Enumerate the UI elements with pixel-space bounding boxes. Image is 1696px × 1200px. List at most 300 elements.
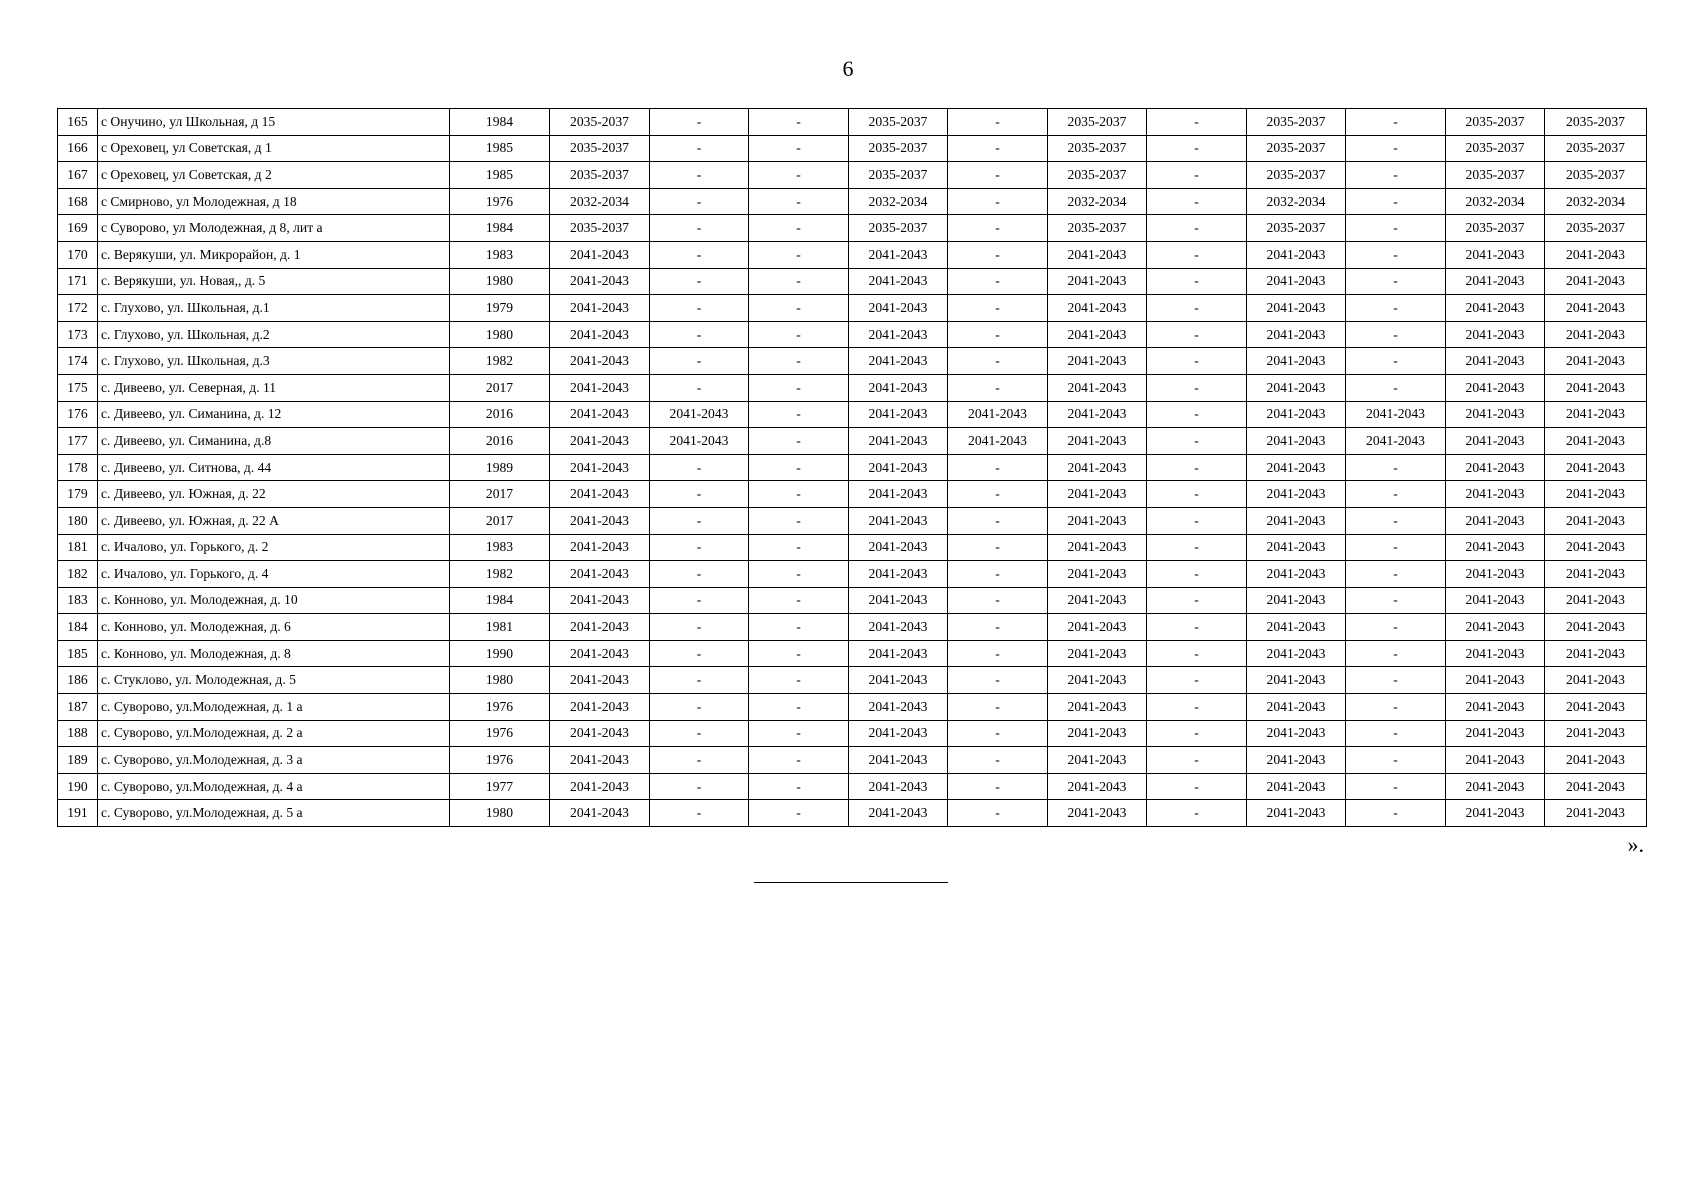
col-14-cell: 2041-2043 — [1545, 401, 1647, 428]
col-12-cell: - — [1346, 481, 1446, 508]
col-14-cell: 2041-2043 — [1545, 667, 1647, 694]
col-11-cell: 2041-2043 — [1247, 507, 1346, 534]
col-10-cell: - — [1147, 241, 1247, 268]
col-5-cell: - — [650, 268, 749, 295]
col-7-cell: 2041-2043 — [849, 773, 948, 800]
table-row — [58, 534, 1647, 561]
col-8-cell: - — [948, 454, 1048, 481]
col-5-cell: - — [650, 720, 749, 747]
table-row — [58, 135, 1647, 162]
col-14-cell: 2041-2043 — [1545, 507, 1647, 534]
col-7-cell: 2041-2043 — [849, 295, 948, 322]
table-row — [58, 348, 1647, 375]
col-4-cell: 2041-2043 — [550, 454, 650, 481]
col-8-cell: - — [948, 773, 1048, 800]
col-4-cell: 2041-2043 — [550, 614, 650, 641]
row-number-cell: 191 — [58, 800, 98, 827]
col-14-cell: 2041-2043 — [1545, 747, 1647, 774]
col-4-cell: 2035-2037 — [550, 162, 650, 189]
col-7-cell: 2035-2037 — [849, 215, 948, 242]
col-8-cell: 2041-2043 — [948, 428, 1048, 455]
col-8-cell: - — [948, 295, 1048, 322]
address-cell: с. Конново, ул. Молодежная, д. 10 — [98, 587, 450, 614]
col-8-cell: - — [948, 614, 1048, 641]
address-cell: с. Верякуши, ул. Новая,, д. 5 — [98, 268, 450, 295]
col-6-cell: - — [749, 640, 849, 667]
col-14-cell: 2041-2043 — [1545, 587, 1647, 614]
address-cell: с. Дивеево, ул. Симанина, д.8 — [98, 428, 450, 455]
col-13-cell: 2041-2043 — [1446, 640, 1545, 667]
col-7-cell: 2041-2043 — [849, 534, 948, 561]
year-built-cell: 1981 — [450, 614, 550, 641]
row-number-cell: 181 — [58, 534, 98, 561]
col-10-cell: - — [1147, 534, 1247, 561]
col-5-cell: - — [650, 241, 749, 268]
col-4-cell: 2041-2043 — [550, 587, 650, 614]
col-14-cell: 2041-2043 — [1545, 534, 1647, 561]
col-4-cell: 2041-2043 — [550, 321, 650, 348]
col-14-cell: 2035-2037 — [1545, 162, 1647, 189]
col-9-cell: 2041-2043 — [1048, 587, 1147, 614]
col-13-cell: 2041-2043 — [1446, 800, 1545, 827]
col-8-cell: - — [948, 162, 1048, 189]
col-11-cell: 2041-2043 — [1247, 773, 1346, 800]
col-6-cell: - — [749, 188, 849, 215]
row-number-cell: 185 — [58, 640, 98, 667]
year-built-cell: 1976 — [450, 694, 550, 721]
address-cell: с Смирново, ул Молодежная, д 18 — [98, 188, 450, 215]
col-12-cell: - — [1346, 454, 1446, 481]
col-12-cell: - — [1346, 773, 1446, 800]
col-12-cell: - — [1346, 747, 1446, 774]
col-12-cell: - — [1346, 268, 1446, 295]
col-12-cell: - — [1346, 135, 1446, 162]
col-8-cell: - — [948, 587, 1048, 614]
col-10-cell: - — [1147, 614, 1247, 641]
address-cell: с Онучино, ул Школьная, д 15 — [98, 109, 450, 136]
col-11-cell: 2035-2037 — [1247, 109, 1346, 136]
row-number-cell: 172 — [58, 295, 98, 322]
col-4-cell: 2041-2043 — [550, 374, 650, 401]
row-number-cell: 190 — [58, 773, 98, 800]
address-cell: с. Глухово, ул. Школьная, д.3 — [98, 348, 450, 375]
col-7-cell: 2041-2043 — [849, 614, 948, 641]
col-7-cell: 2041-2043 — [849, 747, 948, 774]
year-built-cell: 2016 — [450, 401, 550, 428]
address-cell: с Ореховец, ул Советская, д 2 — [98, 162, 450, 189]
col-10-cell: - — [1147, 162, 1247, 189]
col-7-cell: 2041-2043 — [849, 481, 948, 508]
col-13-cell: 2041-2043 — [1446, 507, 1545, 534]
col-11-cell: 2041-2043 — [1247, 747, 1346, 774]
col-13-cell: 2041-2043 — [1446, 401, 1545, 428]
col-11-cell: 2041-2043 — [1247, 428, 1346, 455]
col-5-cell: - — [650, 135, 749, 162]
col-7-cell: 2041-2043 — [849, 241, 948, 268]
col-8-cell: - — [948, 534, 1048, 561]
year-built-cell: 1990 — [450, 640, 550, 667]
col-8-cell: - — [948, 800, 1048, 827]
col-9-cell: 2041-2043 — [1048, 561, 1147, 588]
row-number-cell: 173 — [58, 321, 98, 348]
col-4-cell: 2041-2043 — [550, 428, 650, 455]
col-6-cell: - — [749, 720, 849, 747]
col-5-cell: - — [650, 561, 749, 588]
col-13-cell: 2041-2043 — [1446, 374, 1545, 401]
col-12-cell: - — [1346, 188, 1446, 215]
year-built-cell: 1984 — [450, 109, 550, 136]
address-cell: с. Конново, ул. Молодежная, д. 6 — [98, 614, 450, 641]
table-row — [58, 800, 1647, 827]
col-13-cell: 2041-2043 — [1446, 481, 1545, 508]
col-5-cell: - — [650, 534, 749, 561]
col-4-cell: 2035-2037 — [550, 135, 650, 162]
table-row — [58, 481, 1647, 508]
address-cell: с. Суворово, ул.Молодежная, д. 4 а — [98, 773, 450, 800]
table-row — [58, 374, 1647, 401]
col-5-cell: - — [650, 694, 749, 721]
row-number-cell: 165 — [58, 109, 98, 136]
col-12-cell: - — [1346, 694, 1446, 721]
col-6-cell: - — [749, 215, 849, 242]
col-6-cell: - — [749, 773, 849, 800]
row-number-cell: 170 — [58, 241, 98, 268]
address-cell: с. Дивеево, ул. Южная, д. 22 — [98, 481, 450, 508]
col-12-cell: 2041-2043 — [1346, 428, 1446, 455]
col-14-cell: 2041-2043 — [1545, 773, 1647, 800]
table-row — [58, 773, 1647, 800]
col-5-cell: - — [650, 481, 749, 508]
year-built-cell: 1985 — [450, 135, 550, 162]
col-11-cell: 2041-2043 — [1247, 800, 1346, 827]
table-row — [58, 614, 1647, 641]
col-6-cell: - — [749, 348, 849, 375]
address-cell: с. Ичалово, ул. Горького, д. 2 — [98, 534, 450, 561]
col-8-cell: 2041-2043 — [948, 401, 1048, 428]
year-built-cell: 1980 — [450, 321, 550, 348]
col-9-cell: 2041-2043 — [1048, 614, 1147, 641]
col-4-cell: 2041-2043 — [550, 241, 650, 268]
table-row — [58, 162, 1647, 189]
col-9-cell: 2041-2043 — [1048, 241, 1147, 268]
year-built-cell: 1983 — [450, 534, 550, 561]
col-4-cell: 2041-2043 — [550, 640, 650, 667]
col-9-cell: 2035-2037 — [1048, 215, 1147, 242]
col-11-cell: 2035-2037 — [1247, 135, 1346, 162]
table-row — [58, 109, 1647, 136]
col-12-cell: - — [1346, 561, 1446, 588]
table-row — [58, 561, 1647, 588]
col-10-cell: - — [1147, 215, 1247, 242]
col-8-cell: - — [948, 188, 1048, 215]
col-8-cell: - — [948, 694, 1048, 721]
col-6-cell: - — [749, 747, 849, 774]
col-9-cell: 2041-2043 — [1048, 321, 1147, 348]
col-9-cell: 2041-2043 — [1048, 720, 1147, 747]
col-12-cell: - — [1346, 348, 1446, 375]
table-row — [58, 241, 1647, 268]
col-7-cell: 2041-2043 — [849, 428, 948, 455]
col-8-cell: - — [948, 135, 1048, 162]
col-9-cell: 2041-2043 — [1048, 773, 1147, 800]
col-7-cell: 2035-2037 — [849, 109, 948, 136]
col-14-cell: 2035-2037 — [1545, 109, 1647, 136]
col-4-cell: 2041-2043 — [550, 268, 650, 295]
col-5-cell: - — [650, 747, 749, 774]
col-6-cell: - — [749, 162, 849, 189]
col-13-cell: 2035-2037 — [1446, 135, 1545, 162]
col-13-cell: 2041-2043 — [1446, 241, 1545, 268]
col-7-cell: 2041-2043 — [849, 348, 948, 375]
col-10-cell: - — [1147, 348, 1247, 375]
address-cell: с. Ичалово, ул. Горького, д. 4 — [98, 561, 450, 588]
col-9-cell: 2041-2043 — [1048, 800, 1147, 827]
col-4-cell: 2041-2043 — [550, 667, 650, 694]
row-number-cell: 183 — [58, 587, 98, 614]
year-built-cell: 2017 — [450, 374, 550, 401]
col-6-cell: - — [749, 587, 849, 614]
col-9-cell: 2032-2034 — [1048, 188, 1147, 215]
col-4-cell: 2041-2043 — [550, 481, 650, 508]
col-9-cell: 2041-2043 — [1048, 534, 1147, 561]
col-12-cell: - — [1346, 241, 1446, 268]
col-10-cell: - — [1147, 481, 1247, 508]
col-10-cell: - — [1147, 640, 1247, 667]
col-6-cell: - — [749, 401, 849, 428]
col-14-cell: 2041-2043 — [1545, 374, 1647, 401]
year-built-cell: 2017 — [450, 481, 550, 508]
col-10-cell: - — [1147, 268, 1247, 295]
col-14-cell: 2041-2043 — [1545, 454, 1647, 481]
col-13-cell: 2041-2043 — [1446, 587, 1545, 614]
col-5-cell: - — [650, 800, 749, 827]
col-7-cell: 2041-2043 — [849, 694, 948, 721]
col-10-cell: - — [1147, 188, 1247, 215]
col-10-cell: - — [1147, 295, 1247, 322]
row-number-cell: 169 — [58, 215, 98, 242]
row-number-cell: 187 — [58, 694, 98, 721]
table-row — [58, 295, 1647, 322]
col-13-cell: 2041-2043 — [1446, 321, 1545, 348]
table-row — [58, 401, 1647, 428]
col-13-cell: 2041-2043 — [1446, 268, 1545, 295]
col-8-cell: - — [948, 720, 1048, 747]
year-built-cell: 1982 — [450, 561, 550, 588]
year-built-cell: 1985 — [450, 162, 550, 189]
col-12-cell: - — [1346, 800, 1446, 827]
col-12-cell: - — [1346, 720, 1446, 747]
col-6-cell: - — [749, 481, 849, 508]
col-12-cell: - — [1346, 667, 1446, 694]
row-number-cell: 176 — [58, 401, 98, 428]
col-9-cell: 2041-2043 — [1048, 295, 1147, 322]
row-number-cell: 171 — [58, 268, 98, 295]
col-11-cell: 2041-2043 — [1247, 561, 1346, 588]
col-6-cell: - — [749, 321, 849, 348]
year-built-cell: 1983 — [450, 241, 550, 268]
col-4-cell: 2041-2043 — [550, 747, 650, 774]
col-11-cell: 2041-2043 — [1247, 241, 1346, 268]
col-11-cell: 2041-2043 — [1247, 534, 1346, 561]
col-5-cell: - — [650, 640, 749, 667]
col-9-cell: 2041-2043 — [1048, 747, 1147, 774]
row-number-cell: 175 — [58, 374, 98, 401]
col-14-cell: 2035-2037 — [1545, 135, 1647, 162]
address-cell: с. Суворово, ул.Молодежная, д. 2 а — [98, 720, 450, 747]
col-4-cell: 2041-2043 — [550, 507, 650, 534]
table-row — [58, 640, 1647, 667]
col-12-cell: - — [1346, 534, 1446, 561]
col-7-cell: 2041-2043 — [849, 561, 948, 588]
row-number-cell: 177 — [58, 428, 98, 455]
year-built-cell: 1980 — [450, 268, 550, 295]
col-5-cell: - — [650, 587, 749, 614]
col-13-cell: 2035-2037 — [1446, 162, 1545, 189]
row-number-cell: 168 — [58, 188, 98, 215]
col-6-cell: - — [749, 109, 849, 136]
col-11-cell: 2041-2043 — [1247, 348, 1346, 375]
col-13-cell: 2041-2043 — [1446, 454, 1545, 481]
col-10-cell: - — [1147, 773, 1247, 800]
col-9-cell: 2035-2037 — [1048, 109, 1147, 136]
col-5-cell: - — [650, 215, 749, 242]
col-14-cell: 2041-2043 — [1545, 614, 1647, 641]
col-7-cell: 2041-2043 — [849, 374, 948, 401]
col-11-cell: 2041-2043 — [1247, 667, 1346, 694]
row-number-cell: 180 — [58, 507, 98, 534]
table-row — [58, 428, 1647, 455]
col-7-cell: 2035-2037 — [849, 135, 948, 162]
col-12-cell: - — [1346, 295, 1446, 322]
table-row — [58, 587, 1647, 614]
col-5-cell: 2041-2043 — [650, 428, 749, 455]
address-cell: с Ореховец, ул Советская, д 1 — [98, 135, 450, 162]
col-8-cell: - — [948, 640, 1048, 667]
col-10-cell: - — [1147, 374, 1247, 401]
col-4-cell: 2041-2043 — [550, 401, 650, 428]
row-number-cell: 188 — [58, 720, 98, 747]
col-5-cell: - — [650, 507, 749, 534]
col-10-cell: - — [1147, 720, 1247, 747]
col-4-cell: 2035-2037 — [550, 109, 650, 136]
col-7-cell: 2041-2043 — [849, 587, 948, 614]
col-8-cell: - — [948, 507, 1048, 534]
col-8-cell: - — [948, 321, 1048, 348]
col-8-cell: - — [948, 481, 1048, 508]
col-7-cell: 2041-2043 — [849, 321, 948, 348]
col-12-cell: - — [1346, 507, 1446, 534]
col-12-cell: - — [1346, 109, 1446, 136]
col-10-cell: - — [1147, 587, 1247, 614]
col-14-cell: 2041-2043 — [1545, 561, 1647, 588]
year-built-cell: 1979 — [450, 295, 550, 322]
col-10-cell: - — [1147, 694, 1247, 721]
col-14-cell: 2041-2043 — [1545, 481, 1647, 508]
col-14-cell: 2041-2043 — [1545, 640, 1647, 667]
col-4-cell: 2041-2043 — [550, 694, 650, 721]
col-7-cell: 2041-2043 — [849, 401, 948, 428]
col-13-cell: 2041-2043 — [1446, 428, 1545, 455]
year-built-cell: 1989 — [450, 454, 550, 481]
col-5-cell: - — [650, 454, 749, 481]
col-10-cell: - — [1147, 800, 1247, 827]
address-cell: с Суворово, ул Молодежная, д 8, лит а — [98, 215, 450, 242]
col-14-cell: 2041-2043 — [1545, 241, 1647, 268]
table-row — [58, 188, 1647, 215]
col-10-cell: - — [1147, 454, 1247, 481]
page-number: 6 — [842, 56, 854, 81]
col-7-cell: 2041-2043 — [849, 720, 948, 747]
col-11-cell: 2041-2043 — [1247, 614, 1346, 641]
col-5-cell: - — [650, 348, 749, 375]
col-6-cell: - — [749, 241, 849, 268]
col-5-cell: - — [650, 667, 749, 694]
table-row — [58, 215, 1647, 242]
col-9-cell: 2041-2043 — [1048, 481, 1147, 508]
col-9-cell: 2041-2043 — [1048, 268, 1147, 295]
address-cell: с. Дивеево, ул. Северная, д. 11 — [98, 374, 450, 401]
col-13-cell: 2035-2037 — [1446, 109, 1545, 136]
year-built-cell: 2017 — [450, 507, 550, 534]
col-14-cell: 2032-2034 — [1545, 188, 1647, 215]
col-14-cell: 2041-2043 — [1545, 694, 1647, 721]
col-5-cell: - — [650, 162, 749, 189]
col-6-cell: - — [749, 667, 849, 694]
col-8-cell: - — [948, 109, 1048, 136]
col-7-cell: 2041-2043 — [849, 800, 948, 827]
col-10-cell: - — [1147, 507, 1247, 534]
col-9-cell: 2041-2043 — [1048, 428, 1147, 455]
col-8-cell: - — [948, 348, 1048, 375]
col-7-cell: 2035-2037 — [849, 162, 948, 189]
col-8-cell: - — [948, 241, 1048, 268]
row-number-cell: 186 — [58, 667, 98, 694]
table-row — [58, 694, 1647, 721]
col-10-cell: - — [1147, 667, 1247, 694]
col-12-cell: - — [1346, 321, 1446, 348]
col-13-cell: 2041-2043 — [1446, 561, 1545, 588]
year-built-cell: 2016 — [450, 428, 550, 455]
col-11-cell: 2041-2043 — [1247, 454, 1346, 481]
housing-repair-schedule-table — [57, 108, 1647, 827]
year-built-cell: 1982 — [450, 348, 550, 375]
end-separator-line — [754, 882, 948, 883]
table-row — [58, 747, 1647, 774]
address-cell: с. Глухово, ул. Школьная, д.1 — [98, 295, 450, 322]
col-7-cell: 2032-2034 — [849, 188, 948, 215]
table-row — [58, 454, 1647, 481]
address-cell: с. Конново, ул. Молодежная, д. 8 — [98, 640, 450, 667]
table-row — [58, 720, 1647, 747]
col-12-cell: - — [1346, 374, 1446, 401]
col-6-cell: - — [749, 374, 849, 401]
col-5-cell: - — [650, 295, 749, 322]
col-13-cell: 2041-2043 — [1446, 534, 1545, 561]
col-9-cell: 2041-2043 — [1048, 507, 1147, 534]
address-cell: с. Глухово, ул. Школьная, д.2 — [98, 321, 450, 348]
col-6-cell: - — [749, 268, 849, 295]
table-body — [58, 109, 1647, 827]
col-8-cell: - — [948, 215, 1048, 242]
col-10-cell: - — [1147, 401, 1247, 428]
col-5-cell: - — [650, 614, 749, 641]
col-10-cell: - — [1147, 321, 1247, 348]
year-built-cell: 1977 — [450, 773, 550, 800]
col-9-cell: 2041-2043 — [1048, 640, 1147, 667]
address-cell: с. Дивеево, ул. Южная, д. 22 А — [98, 507, 450, 534]
col-12-cell: - — [1346, 162, 1446, 189]
col-13-cell: 2041-2043 — [1446, 747, 1545, 774]
